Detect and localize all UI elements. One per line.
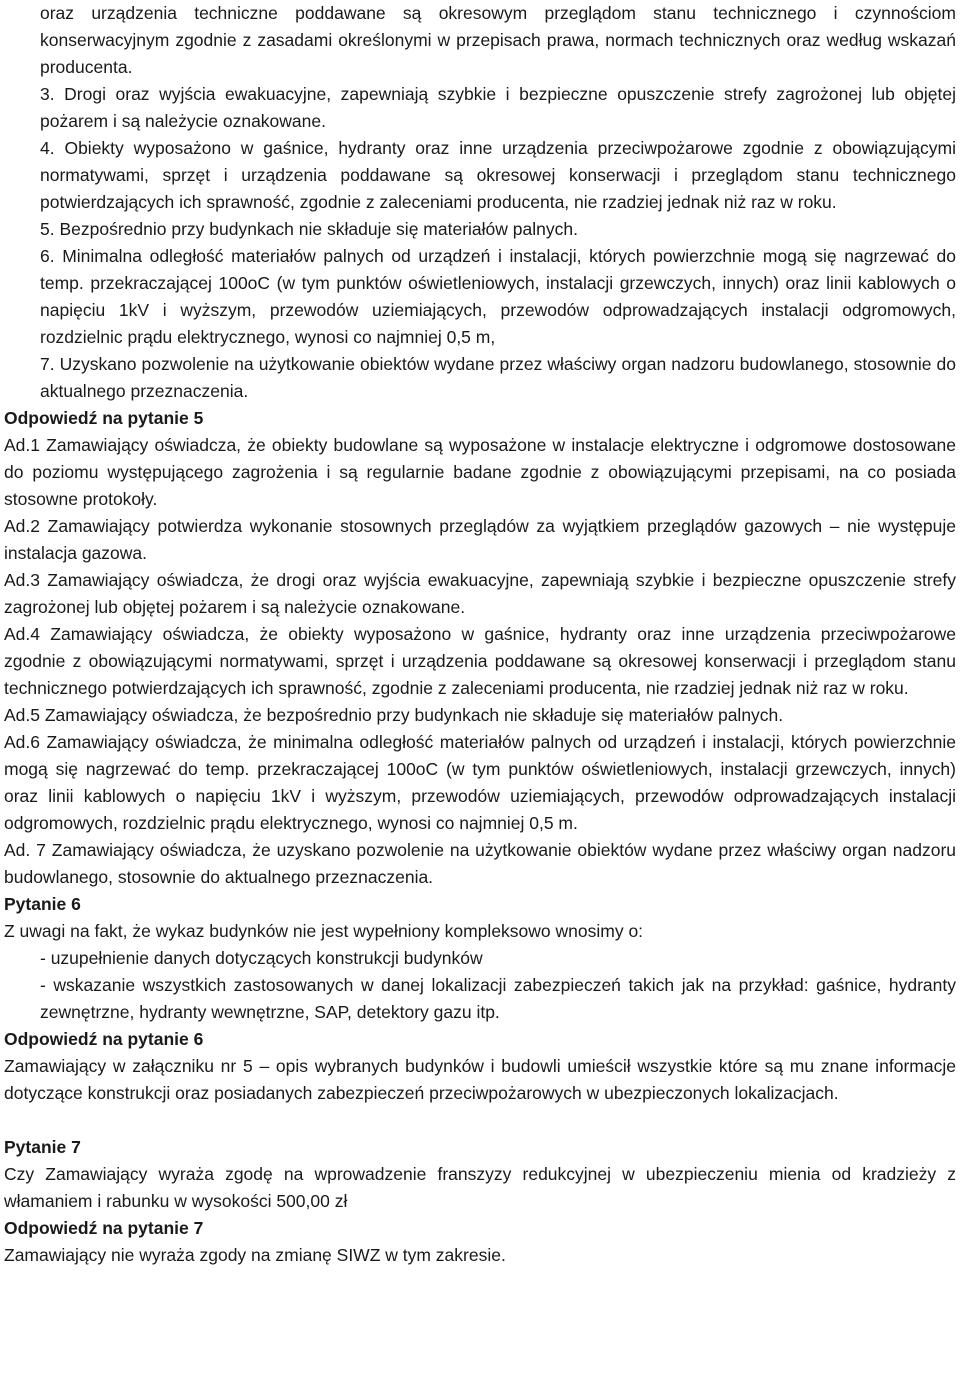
answer-7-heading: Odpowiedź na pytanie 7	[4, 1218, 204, 1238]
spacer	[4, 1107, 956, 1134]
paragraph-item-4: 4. Obiekty wyposażono w gaśnice, hydranty oraz inne urządzenia przeciwpożarowe zgodnie z obowiązującymi normatywami, sprzęt i urządzenia poddawane są okresowej konserwacji i przeglądom stanu technicznego potwierdzających ich sprawność, zgodnie z zaleceniami producenta, nie rzadziej jednak niż raz w roku.	[40, 138, 956, 212]
paragraph-item-7: 7. Uzyskano pozwolenie na użytkowanie obiektów wydane przez właściwy organ nadzoru budowlanego, stosownie do aktualnego przeznaczenia.	[40, 354, 956, 401]
answer-6-text: Zamawiający w załączniku nr 5 – opis wybranych budynków i budowli umieścił wszystkie które są mu znane informacje dotyczące konstrukcji oraz posiadanych zabezpieczeń przeciwpożarowych w ubezpieczonych lokalizacjach.	[4, 1056, 956, 1103]
answer-7-text: Zamawiający nie wyraża zgody na zmianę SIWZ w tym zakresie.	[4, 1245, 506, 1265]
answer-6-heading: Odpowiedź na pytanie 6	[4, 1029, 204, 1049]
question-6-bullet-1: - uzupełnienie danych dotyczących konstrukcji budynków	[40, 948, 483, 968]
question-6-intro: Z uwagi na fakt, że wykaz budynków nie jest wypełniony kompleksowo wnosimy o:	[4, 921, 644, 941]
answer-5-heading: Odpowiedź na pytanie 5	[4, 408, 204, 428]
paragraph-continuation: oraz urządzenia techniczne poddawane są okresowym przeglądom stanu technicznego i czynnościom konserwacyjnym zgodnie z zasadami określonymi w przepisach prawa, normach technicznych oraz według wskazań producenta.	[40, 3, 956, 77]
answer-5-ad6: Ad.6 Zamawiający oświadcza, że minimalna odległość materiałów palnych od urządzeń i instalacji, których powierzchnie mogą się nagrzewać do temp. przekraczającej 100oC (w tym punktów oświetleniowych, instalacji grzewczych, innych) oraz linii kablowych o napięciu 1kV i wyższym, przewodów uziemiających, przewodów odprowadzających instalacji odgromowych, rozdzielnic prądu elektrycznego, wynosi co najmniej 0,5 m.	[4, 732, 956, 833]
question-7-text: Czy Zamawiający wyraża zgodę na wprowadzenie franszyzy redukcyjnej w ubezpieczeniu mienia od kradzieży z włamaniem i rabunku w wysokości 500,00 zł	[4, 1164, 956, 1211]
paragraph-item-6: 6. Minimalna odległość materiałów palnych od urządzeń i instalacji, których powierzchnie mogą się nagrzewać do temp. przekraczającej 100oC (w tym punktów oświetleniowych, instalacji grzewczych, innych) oraz linii kablowych o napięciu 1kV i wyższym, przewodów uziemiających, przewodów odprowadzających instalacji odgromowych, rozdzielnic prądu elektrycznego, wynosi co najmniej 0,5 m,	[40, 246, 956, 347]
paragraph-item-5: 5. Bezpośrednio przy budynkach nie składuje się materiałów palnych.	[40, 219, 578, 239]
answer-5-ad4: Ad.4 Zamawiający oświadcza, że obiekty wyposażono w gaśnice, hydranty oraz inne urządzenia przeciwpożarowe zgodnie z obowiązującymi normatywami, sprzęt i urządzenia poddawane są okresowej konserwacji i przeglądom stanu technicznego potwierdzających ich sprawność, zgodnie z zaleceniami producenta, nie rzadziej jednak niż raz w roku.	[4, 624, 956, 698]
answer-5-ad3: Ad.3 Zamawiający oświadcza, że drogi oraz wyjścia ewakuacyjne, zapewniają szybkie i bezpieczne opuszczenie strefy zagrożonej lub objętej pożarem i są należycie oznakowane.	[4, 570, 956, 617]
question-6-heading: Pytanie 6	[4, 894, 81, 914]
question-6-bullet-2: - wskazanie wszystkich zastosowanych w danej lokalizacji zabezpieczeń takich jak na przykład: gaśnice, hydranty zewnętrzne, hydranty wewnętrzne, SAP, detektory gazu itp.	[40, 975, 956, 1022]
answer-5-ad1: Ad.1 Zamawiający oświadcza, że obiekty budowlane są wyposażone w instalacje elektryczne i odgromowe dostosowane do poziomu występującego zagrożenia i są regularnie badane zgodnie z obowiązującymi przepisami, na co posiada stosowne protokoły.	[4, 435, 956, 509]
answer-5-ad7: Ad. 7 Zamawiający oświadcza, że uzyskano pozwolenie na użytkowanie obiektów wydane przez właściwy organ nadzoru budowlanego, stosownie do aktualnego przeznaczenia.	[4, 840, 956, 887]
answer-5-ad5: Ad.5 Zamawiający oświadcza, że bezpośrednio przy budynkach nie składuje się materiałów palnych.	[4, 705, 784, 725]
paragraph-item-3: 3. Drogi oraz wyjścia ewakuacyjne, zapewniają szybkie i bezpieczne opuszczenie strefy zagrożonej lub objętej pożarem i są należycie oznakowane.	[40, 84, 956, 131]
question-7-heading: Pytanie 7	[4, 1137, 81, 1157]
answer-5-ad2: Ad.2 Zamawiający potwierdza wykonanie stosownych przeglądów za wyjątkiem przeglądów gazowych – nie występuje instalacja gazowa.	[4, 516, 956, 563]
